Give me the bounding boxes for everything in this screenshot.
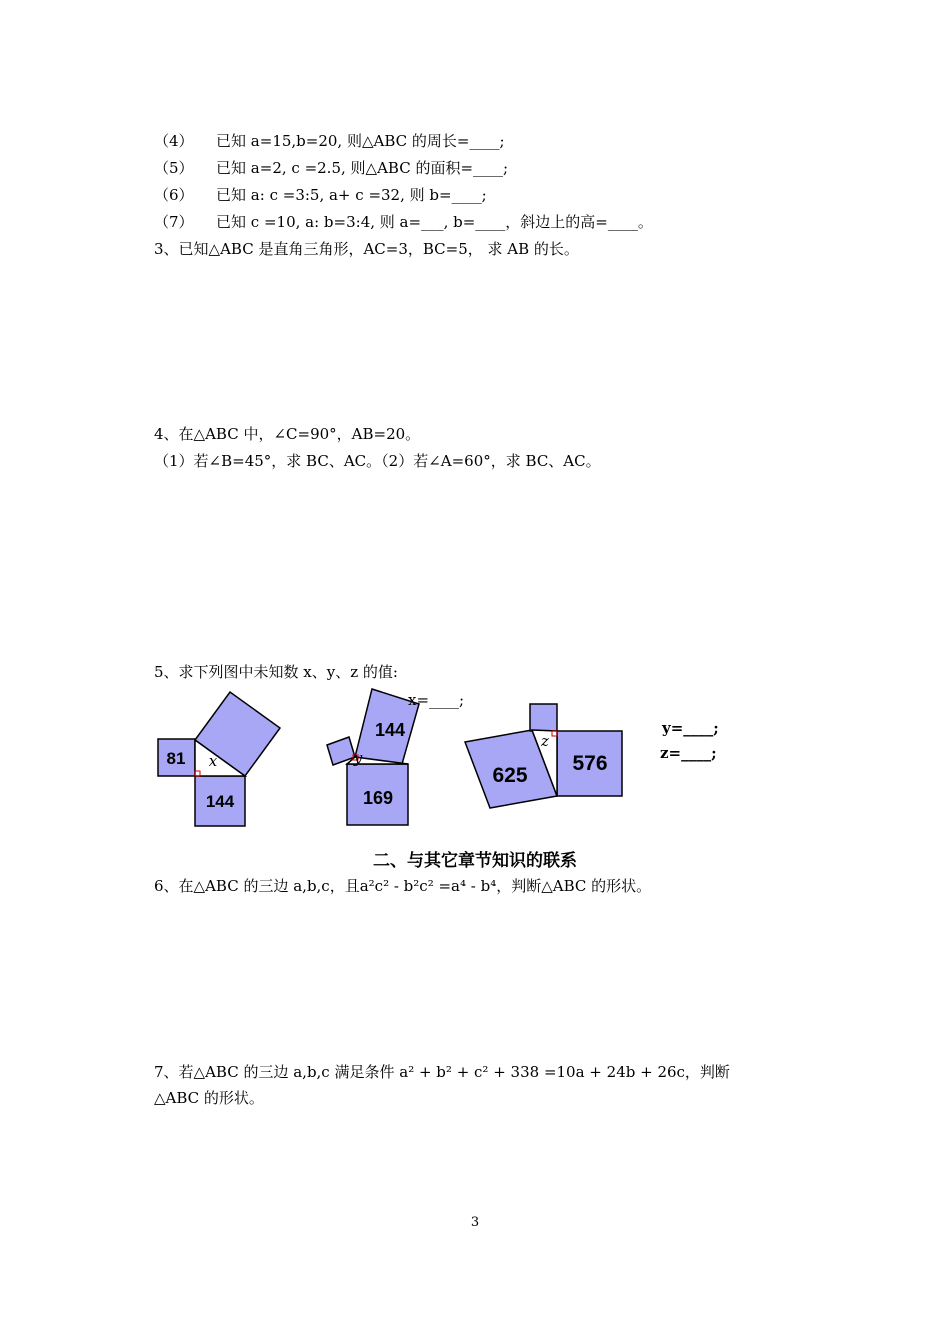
label-z: z bbox=[541, 732, 549, 750]
problem-7-line-2: △ABC 的形状。 bbox=[154, 1089, 264, 1107]
problem-3: 3、已知△ABC 是直角三角形，AC=3，BC=5， 求 AB 的长。 bbox=[154, 240, 579, 258]
problem-2-6: （6） 已知 a: c =3:5, a+ c =32, 则 b=____; bbox=[154, 186, 487, 204]
label-x: x bbox=[208, 752, 218, 770]
square-small bbox=[530, 704, 557, 731]
label-625: 625 bbox=[492, 764, 528, 787]
problem-4-sub: （1）若∠B=45°，求 BC、AC。（2）若∠A=60°，求 BC、AC。 bbox=[154, 452, 601, 470]
answer-x[interactable]: x=____; bbox=[408, 691, 465, 709]
problem-2-5: （5） 已知 a=2, c =2.5, 则△ABC 的面积=____; bbox=[154, 159, 509, 177]
label-576: 576 bbox=[572, 752, 608, 775]
problem-5: 5、求下列图中未知数 x、y、z 的值: bbox=[154, 663, 398, 681]
problem-4: 4、在△ABC 中，∠C=90°，AB=20。 bbox=[154, 425, 421, 443]
label-144: 144 bbox=[205, 792, 235, 811]
label-y: y bbox=[353, 749, 363, 767]
answer-y[interactable]: y=____; bbox=[662, 719, 719, 737]
label-169: 169 bbox=[362, 788, 394, 808]
problem-2-4: （4） 已知 a=15,b=20, 则△ABC 的周长=____; bbox=[154, 132, 505, 150]
problem-7-line-1: 7、若△ABC 的三边 a,b,c 满足条件 a² + b² + c² + 338 =10a + 24b + 26c，判断 bbox=[154, 1063, 730, 1081]
label-81: 81 bbox=[166, 749, 186, 768]
figure-2 bbox=[322, 684, 422, 830]
problem-6: 6、在△ABC 的三边 a,b,c，且a²c² - b²c² =a⁴ - b⁴，判断△ABC 的形状。 bbox=[154, 877, 652, 895]
section-heading: 二、与其它章节知识的联系 bbox=[373, 851, 577, 871]
label-144: 144 bbox=[374, 720, 406, 740]
figure-1 bbox=[150, 690, 290, 830]
answer-z[interactable]: z=____; bbox=[660, 744, 717, 762]
page-number: 3 bbox=[470, 1215, 480, 1230]
problem-2-7: （7） 已知 c =10, a: b=3:4, 则 a=___, b=____，斜边上的高=____。 bbox=[154, 213, 653, 231]
figure-3 bbox=[460, 700, 630, 810]
